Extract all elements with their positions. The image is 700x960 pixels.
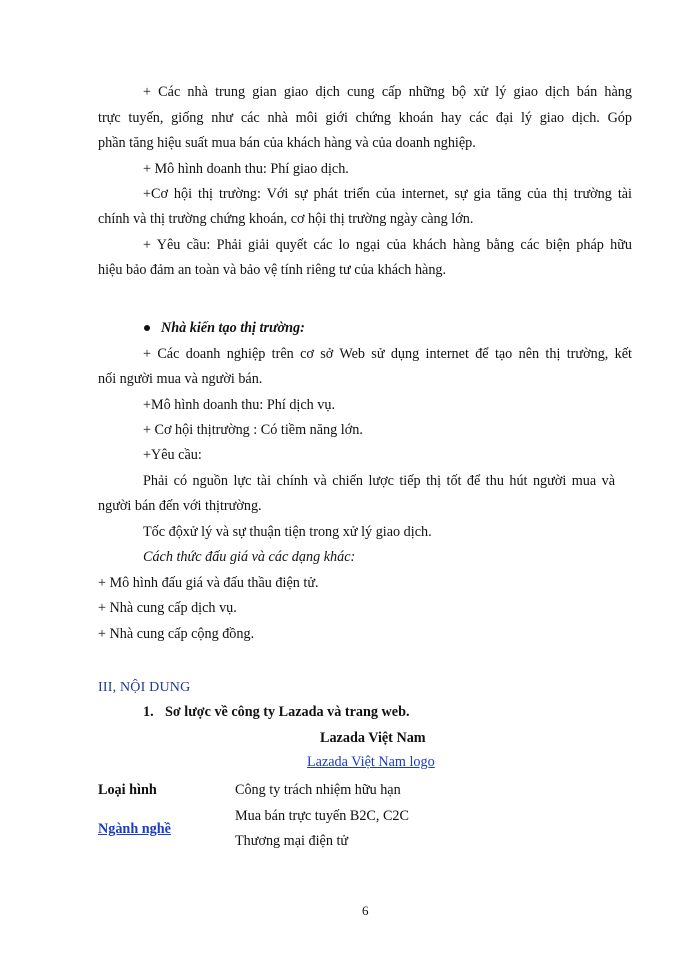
industry-link[interactable]: Ngành nghề: [98, 821, 171, 837]
auction-heading: Cách thức đấu giá và các dạng khác:: [143, 549, 356, 565]
revenue-model-1: + Mô hình doanh thu: Phí giao dịch.: [143, 161, 349, 177]
subsection-heading: Sơ lược về công ty Lazada và trang web.: [165, 704, 410, 720]
market-maker-req-line1: Phải có nguồn lực tài chính và chiến lược tiếp thị tốt để thu hút người mua và: [143, 473, 615, 489]
infobox-value-industry-1: Mua bán trực tuyến B2C, C2C: [235, 808, 409, 824]
section-heading: III, NỘI DUNG: [98, 680, 191, 695]
market-maker-requirement-label: +Yêu cầu:: [143, 447, 202, 463]
para1-line1: + Các nhà trung gian giao dịch cung cấp những bộ xử lý giao dịch bán hàng: [143, 84, 632, 100]
market-maker-heading: Nhà kiến tạo thị trường:: [161, 320, 305, 336]
logo-link[interactable]: Lazada Việt Nam logo: [307, 754, 435, 770]
list-item: + Mô hình đấu giá và đấu thầu điện tử.: [98, 575, 319, 591]
para1-line3: phần tăng hiệu suất mua bán của khách hàng và của doanh nghiệp.: [98, 135, 476, 151]
requirement1-line2: hiệu bảo đảm an toàn và bảo vệ tính riêng tư của khách hàng.: [98, 262, 447, 278]
market-maker-opportunity: + Cơ hội thịtrường : Có tiềm năng lớn.: [143, 422, 363, 438]
infobox-label-type: Loại hình: [98, 782, 157, 798]
subsection-number: 1.: [143, 704, 154, 720]
market-maker-desc-line2: nối người mua và người bán.: [98, 371, 263, 387]
requirement1-line1: + Yêu cầu: Phải giải quyết các lo ngại của khách hàng bằng các biện pháp hữu: [143, 237, 632, 253]
infobox-value-industry-2: Thương mại điện tử: [235, 833, 349, 849]
list-item: + Nhà cung cấp dịch vụ.: [98, 600, 237, 616]
list-item: + Nhà cung cấp cộng đồng.: [98, 626, 255, 642]
para1-line2: trực tuyến, giống như các nhà môi giới chứng khoán hay các đại lý giao dịch. Góp: [98, 110, 632, 126]
market-maker-revenue: +Mô hình doanh thu: Phí dịch vụ.: [143, 397, 336, 413]
opportunity1-line1: +Cơ hội thị trường: Với sự phát triển của internet, sự gia tăng của thị trường tài: [143, 186, 632, 202]
opportunity1-line2: chính và thị trường chứng khoán, cơ hội thị trường ngày càng lớn.: [98, 211, 474, 227]
market-maker-req-line2: người bán đến với thịtrường.: [98, 498, 262, 514]
infobox-value-type: Công ty trách nhiệm hữu hạn: [235, 782, 401, 798]
infobox-title: Lazada Việt Nam: [320, 730, 426, 746]
bullet-dot-icon: [144, 325, 150, 331]
market-maker-req-line3: Tốc độxử lý và sự thuận tiện trong xử lý giao dịch.: [143, 524, 432, 540]
market-maker-desc-line1: + Các doanh nghiệp trên cơ sở Web sử dụng internet để tạo nên thị trường, kết: [143, 346, 632, 362]
page-number: 6: [362, 903, 369, 918]
